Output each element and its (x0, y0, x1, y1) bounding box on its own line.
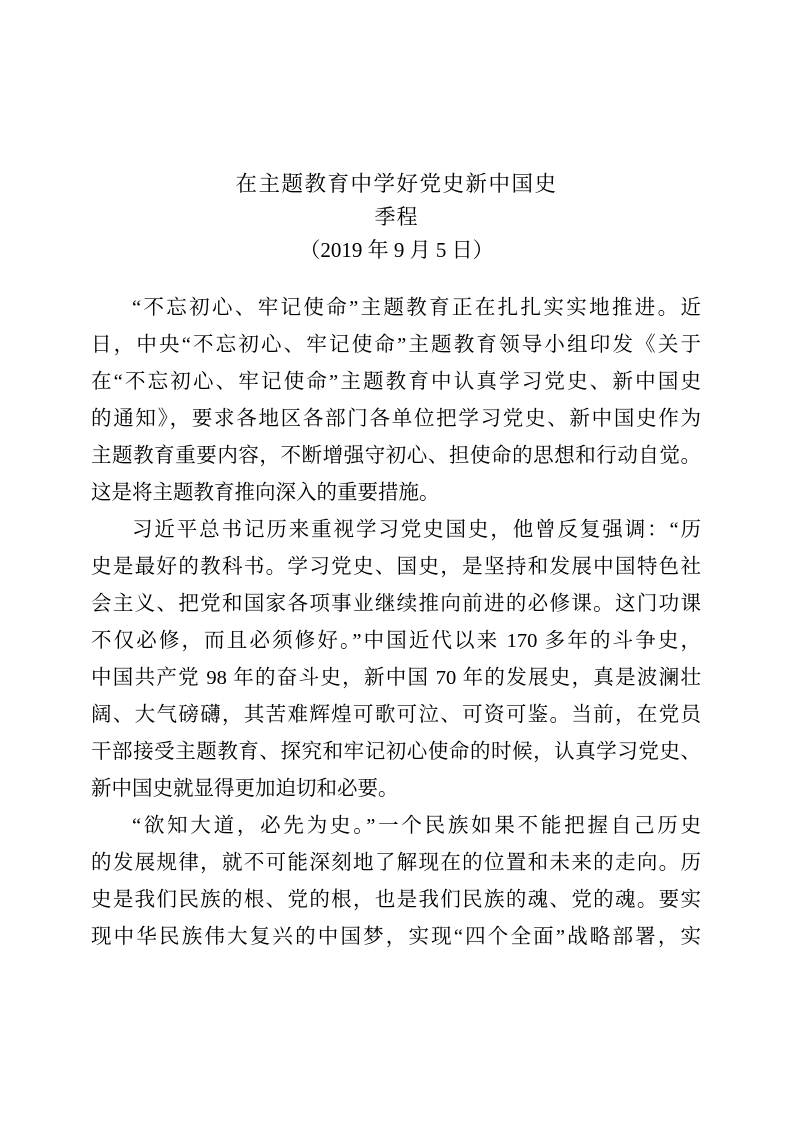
text-line: 日，中央“不忘初心、牢记使命”主题教育领导小组印发《关于 (91, 334, 701, 356)
text-line: 新中国史就显得更加迫切和必要。 (91, 778, 399, 800)
text-line: 现中华民族伟大复兴的中国梦，实现“四个全面”战略部署，实 (91, 926, 701, 948)
doc-title: 在主题教育中学好党史新中国史 (235, 172, 558, 196)
paragraph (91, 808, 701, 956)
doc-author: 季程 (374, 205, 419, 229)
text-line: 这是将主题教育推向深入的重要措施。 (91, 482, 440, 504)
text-line: 会主义、把党和国家各项事业继续推向前进的必修课。这门功课 (91, 593, 701, 615)
document-body (91, 290, 701, 956)
text-line: 的通知》，要求各地区各部门各单位把学习党史、新中国史作为 (91, 408, 701, 430)
title-block (0, 0, 793, 267)
text-line: 在“不忘初心、牢记使命”主题教育中认真学习党史、新中国史 (91, 371, 701, 393)
text-line: 习近平总书记历来重视学习党史国史，他曾反复强调：“历 (132, 519, 701, 541)
doc-date: （2019 年 9 月 5 日） (299, 238, 494, 262)
paragraph (91, 290, 701, 512)
text-line: 中国共产党 98 年的奋斗史，新中国 70 年的发展史，真是波澜壮 (91, 667, 701, 689)
paragraph (91, 512, 701, 808)
text-line: 史是我们民族的根、党的根，也是我们民族的魂、党的魂。要实 (91, 889, 701, 911)
text-line: 干部接受主题教育、探究和牢记初心使命的时候，认真学习党史、 (91, 741, 701, 763)
text-line: 阔、大气磅礴，其苦难辉煌可歌可泣、可资可鉴。当前，在党员 (91, 704, 701, 726)
text-line: “欲知大道，必先为史。”一个民族如果不能把握自己历史 (132, 815, 701, 837)
text-line: “不忘初心、牢记使命”主题教育正在扎扎实实地推进。近 (132, 297, 701, 319)
text-line: 不仅必修，而且必须修好。”中国近代以来 170 多年的斗争史， (91, 630, 701, 652)
text-line: 主题教育重要内容，不断增强守初心、担使命的思想和行动自觉。 (91, 445, 701, 467)
text-line: 史是最好的教科书。学习党史、国史，是坚持和发展中国特色社 (91, 556, 701, 578)
text-line: 的发展规律，就不可能深刻地了解现在的位置和未来的走向。历 (91, 852, 701, 874)
